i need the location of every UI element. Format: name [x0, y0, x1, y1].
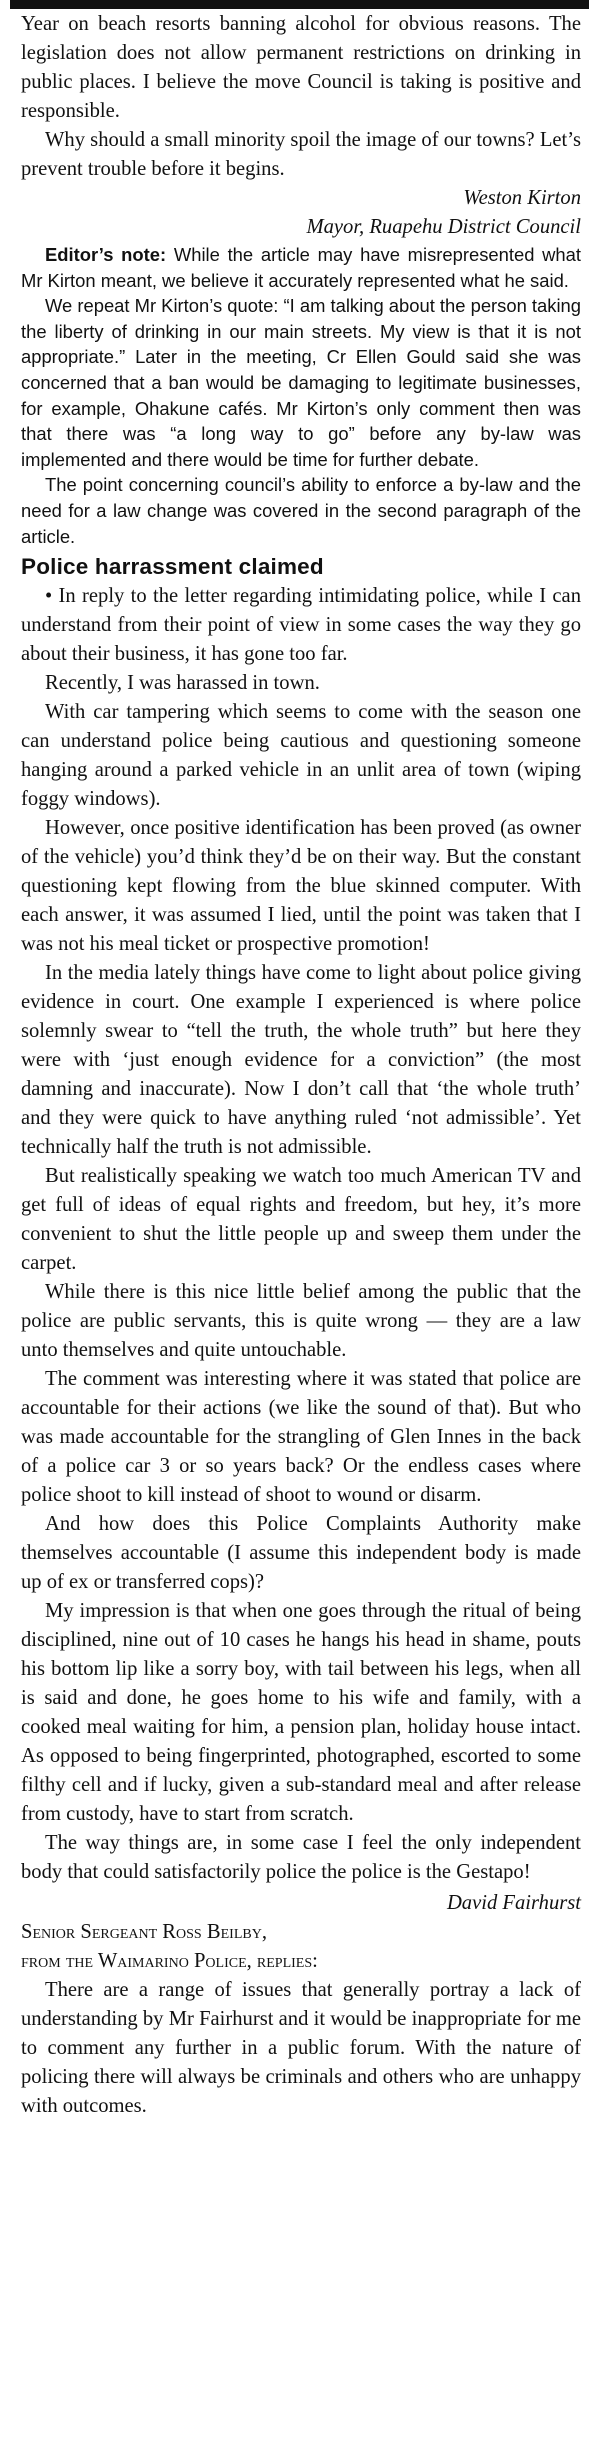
letter-paragraph: With car tampering which seems to come with the season one can understand police being cautious and questioning someone hanging around a parked vehicle in an unlit area of town (wiping foggy windows). [21, 701, 581, 811]
letter-alcohol-ban [21, 10, 581, 242]
letter-paragraph: In the media lately things have come to light about police giving evidence in court. One example I experienced is where police solemnly swear to “tell the truth, the whole truth” but here they were with ‘just enough evidence for a conviction” (the most damning and inaccurate). Now I don’t call that ‘the whole truth’ and they were quick to have anything ruled ‘not admissible’. Yet technically half the truth is not admissible. [21, 962, 581, 1159]
letter-paragraph: My impression is that when one goes through the ritual of being disciplined, nine out of 10 cases he hangs his head in shame, pouts his bottom lip like a sorry boy, with tail between his legs, when all is said and done, he goes home to his wife and family, with a cooked meal waiting for him, a pension plan, holiday house intact. As opposed to being fingerprinted, photographed, escorted to some filthy cell and if lucky, given a sub-standard meal and after release from custody, have to start from scratch. [21, 1600, 581, 1826]
letter-paragraph: But realistically speaking we watch too much American TV and get full of ideas of equal rights and freedom, but hey, it’s more convenient to shut the little people up and sweep them under the carpet. [21, 1165, 581, 1275]
reply-byline: from the Waimarino Police, replies: [21, 1950, 318, 1973]
letter-paragraph: Year on beach resorts banning alcohol for obvious reasons. The legislation does not allow permanent restrictions on drinking in public places. I believe the move Council is taking is positive and responsible. [21, 13, 581, 122]
reply-byline: Senior Sergeant Ross Beilby, [21, 1921, 267, 1944]
letter-paragraph: Why should a small minority spoil the image of our towns? Let’s prevent trouble before it begins. [21, 129, 581, 180]
police-reply [21, 1918, 581, 2121]
letter-paragraph: While there is this nice little belief among the public that the police are public servants, this is quite wrong — they are a law unto themselves and quite untouchable. [21, 1281, 581, 1362]
letter-heading: Police harrassment claimed [21, 554, 324, 580]
editors-note-paragraph: We repeat Mr Kirton’s quote: “I am talking about the person taking the liberty of drinking in our main streets. My view is that it is not appropriate.” Later in the meeting, Cr Ellen Gould said she was concerned that a ban would be damaging to legitimate businesses, for example, Ohakune cafés. Mr Kirton’s only comment then was that there was “a long way to go” before any by-law was implemented and there would be time for further debate. [21, 295, 582, 470]
editors-note-paragraph [21, 242, 581, 293]
top-rule [10, 0, 589, 9]
signature-name: David Fairhurst [446, 1892, 581, 1915]
letter-paragraph: However, once positive identification has been proved (as owner of the vehicle) you’d think they’d be on their way. But the constant questioning kept flowing from the blue skinned computer. With each answer, it was assumed I lied, until the point was taken that I was not his meal ticket or prospective promotion! [21, 817, 581, 956]
letter-paragraph: Recently, I was harassed in town. [45, 672, 320, 695]
editors-note [21, 242, 581, 549]
signature-name: Weston Kirton [463, 187, 581, 209]
editors-note-text: While the article may have misrepresented what Mr Kirton meant, we believe it accurately represented what he said. [21, 244, 581, 291]
letter-paragraph: The way things are, in some case I feel the only independent body that could satisfactorily police the police is the Gestapo! [21, 1832, 581, 1884]
letter-paragraph: And how does this Police Complaints Authority make themselves accountable (I assume this independent body is made up of ex or transferred cops)? [21, 1513, 581, 1594]
editors-note-label: Editor’s note: [45, 244, 167, 265]
letters-column [21, 10, 581, 2121]
letter-paragraph: • In reply to the letter regarding intimidating police, while I can understand from their point of view in some cases the way they go about their business, it has gone too far. [21, 585, 581, 666]
editors-note-paragraph: The point concerning council’s ability to enforce a by-law and the need for a law change was covered in the second paragraph of the article. [21, 474, 581, 547]
reply-paragraph: There are a range of issues that generally portray a lack of understanding by Mr Fairhurst and it would be inappropriate for me to comment any further in a public forum. With the nature of policing there will always be criminals and others who are unhappy with outcomes. [21, 1979, 581, 2118]
signature-title: Mayor, Ruapehu District Council [306, 216, 581, 238]
letter-paragraph: The comment was interesting where it was stated that police are accountable for their actions (we like the sound of that). But who was made accountable for the strangling of Glen Innes in the back of a police car 3 or so years back? Or the endless cases where police shoot to kill instead of shoot to wound or disarm. [21, 1368, 581, 1507]
letter-police-harassment [21, 552, 581, 1918]
